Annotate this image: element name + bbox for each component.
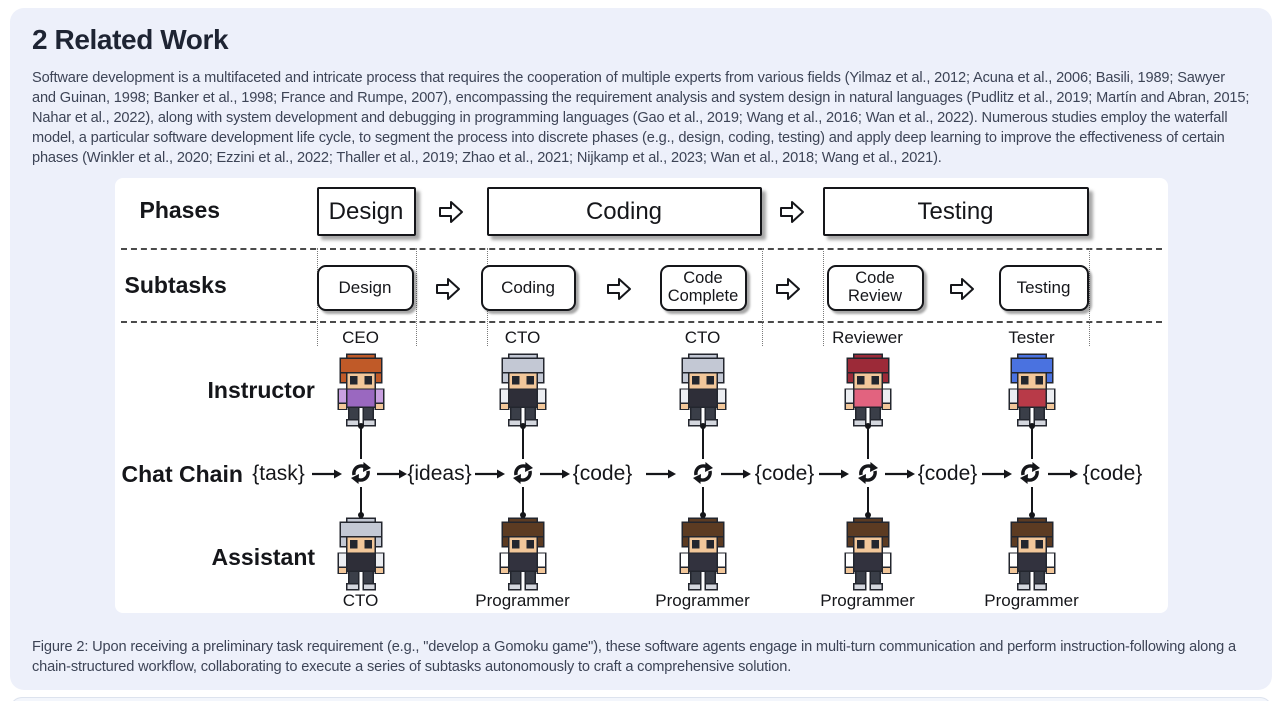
next-section-card: [10, 697, 1272, 701]
dashed-divider: [121, 248, 1162, 250]
block-arrow-icon: [606, 275, 632, 303]
workflow-diagram: [115, 178, 1168, 613]
phase-box-design: Design: [317, 187, 416, 236]
dialogue-cycle-icon: [347, 459, 375, 487]
chat-arrow: [982, 467, 1012, 485]
arrow-right-icon: [646, 468, 676, 480]
arrow-right-icon: [475, 468, 505, 480]
pixel-character-icon: [496, 516, 550, 592]
related-work-card: [10, 8, 1272, 690]
chat-chain-item: {code}: [1082, 462, 1143, 485]
pixel-character-icon: [676, 352, 730, 428]
subtask-box-design: Design: [317, 265, 414, 311]
assistant-avatar-programmer: [496, 516, 550, 592]
dashed-divider: [121, 321, 1162, 323]
subtask-box-code-complete: Code Complete: [660, 265, 747, 311]
arrow-right-icon: [1048, 468, 1078, 480]
subtask-box-testing: Testing: [999, 265, 1089, 311]
chat-chain-item: {code}: [917, 462, 978, 485]
row-label-subtasks: Subtasks: [124, 272, 227, 298]
row-label-phases: Phases: [139, 197, 221, 223]
assistant-role-label: Programmer: [655, 591, 750, 610]
instructor-avatar-cto: [676, 352, 730, 428]
block-arrow-icon: [775, 275, 801, 303]
connector-line: [867, 426, 869, 459]
cycle-icon: [689, 459, 717, 487]
chat-chain-item: {ideas}: [407, 462, 472, 485]
subtask-box-coding: Coding: [481, 265, 576, 311]
pixel-character-icon: [1005, 352, 1059, 428]
pixel-character-icon: [841, 352, 895, 428]
phase-box-coding: Coding: [487, 187, 762, 236]
chat-arrow: [540, 467, 570, 485]
instructor-role-label: Tester: [1008, 328, 1055, 347]
assistant-role-label: Programmer: [984, 591, 1079, 610]
chat-chain-item: {task}: [252, 462, 305, 485]
dotted-guide: [823, 248, 824, 346]
chat-arrow: [377, 467, 407, 485]
phase-box-testing: Testing: [823, 187, 1089, 236]
arrow-right-icon: [982, 468, 1012, 480]
dotted-guide: [1089, 248, 1090, 346]
assistant-role-label: Programmer: [475, 591, 570, 610]
chat-chain-item: {code}: [572, 462, 633, 485]
section-paragraph: Software development is a multifaceted and intricate process that requires the cooperation of multiple experts from various fields (Yilmaz et al., 2012; Acuna et al., 2006; Basili, 1989; Sawyer and Guinan, 1998; Banker et al., 1998; France and Rumpe, 2007), encompassing the requirement analysis and system design in natural languages (Pudlitz et al., 2019; Martín and Abran, 2015; Nahar et al., 2022), along with system development and debugging in programming languages (Gao et al., 2019; Wang et al., 2016; Wan et al., 2022). Numerous studies employ the waterfall model, a particular software development life cycle, to segment the process into discrete phases (e.g., design, coding, testing) and apply deep learning to improve the effectiveness of certain phases (Winkler et al., 2020; Ezzini et al., 2022; Thaller et al., 2019; Zhao et al., 2021; Nijkamp et al., 2023; Wan et al., 2018; Wang et al., 2021).: [32, 70, 1250, 166]
block-arrow-icon: [949, 275, 975, 303]
figure-caption: Figure 2: Upon receiving a preliminary task requirement (e.g., "develop a Gomoku game"), these software agents engage in multi-turn communication and perform instruction-following along a chain-structured workflow, collaborating to execute a series of subtasks autonomously to craft a comprehensive solution.: [32, 639, 1236, 675]
instructor-avatar-reviewer: [841, 352, 895, 428]
arrow-right-icon: [819, 468, 849, 480]
arrow-right-icon: [721, 468, 751, 480]
subtask-box-code-review: Code Review: [827, 265, 924, 311]
phase-arrow: [779, 198, 805, 231]
row-label-chat-chain: Chat Chain: [121, 461, 243, 487]
instructor-avatar-ceo: [334, 352, 388, 428]
chat-arrow: [721, 467, 751, 485]
dialogue-cycle-icon: [509, 459, 537, 487]
dotted-guide: [416, 248, 417, 346]
subtask-arrow: [775, 275, 801, 308]
phase-arrow: [438, 198, 464, 231]
assistant-avatar-cto: [334, 516, 388, 592]
figure-2: [115, 178, 1168, 613]
subtask-arrow: [435, 275, 461, 308]
arrow-right-icon: [377, 468, 407, 480]
section-heading: 2 Related Work: [32, 24, 229, 55]
arrow-right-icon: [312, 468, 342, 480]
row-label-assistant: Assistant: [211, 544, 316, 570]
chat-arrow: [819, 467, 849, 485]
cycle-icon: [1016, 459, 1044, 487]
instructor-avatar-cto: [496, 352, 550, 428]
chat-arrow: [312, 467, 342, 485]
connector-line: [1031, 426, 1033, 459]
connector-line: [360, 426, 362, 459]
dialogue-cycle-icon: [1016, 459, 1044, 487]
dialogue-cycle-icon: [689, 459, 717, 487]
assistant-role-label: CTO: [342, 591, 379, 610]
pixel-character-icon: [841, 516, 895, 592]
assistant-role-label: Programmer: [820, 591, 915, 610]
cycle-icon: [347, 459, 375, 487]
chat-arrow: [646, 467, 676, 485]
instructor-role-label: Reviewer: [832, 328, 903, 347]
connector-line: [522, 426, 524, 459]
subtask-arrow: [606, 275, 632, 308]
instructor-role-label: CTO: [504, 328, 541, 347]
pixel-character-icon: [676, 516, 730, 592]
arrow-right-icon: [540, 468, 570, 480]
dotted-guide: [762, 248, 763, 346]
assistant-avatar-programmer: [841, 516, 895, 592]
chat-arrow: [1048, 467, 1078, 485]
chat-arrow: [885, 467, 915, 485]
dialogue-cycle-icon: [854, 459, 882, 487]
block-arrow-icon: [435, 275, 461, 303]
instructor-avatar-tester: [1005, 352, 1059, 428]
subtask-arrow: [949, 275, 975, 308]
instructor-role-label: CEO: [342, 328, 379, 347]
instructor-role-label: CTO: [684, 328, 721, 347]
pixel-character-icon: [496, 352, 550, 428]
row-label-instructor: Instructor: [207, 377, 315, 403]
connector-line: [702, 426, 704, 459]
pixel-character-icon: [334, 516, 388, 592]
chat-arrow: [475, 467, 505, 485]
cycle-icon: [854, 459, 882, 487]
block-arrow-icon: [779, 198, 805, 226]
pixel-character-icon: [1005, 516, 1059, 592]
assistant-avatar-programmer: [1005, 516, 1059, 592]
chat-chain-item: {code}: [754, 462, 815, 485]
arrow-right-icon: [885, 468, 915, 480]
cycle-icon: [509, 459, 537, 487]
block-arrow-icon: [438, 198, 464, 226]
assistant-avatar-programmer: [676, 516, 730, 592]
pixel-character-icon: [334, 352, 388, 428]
